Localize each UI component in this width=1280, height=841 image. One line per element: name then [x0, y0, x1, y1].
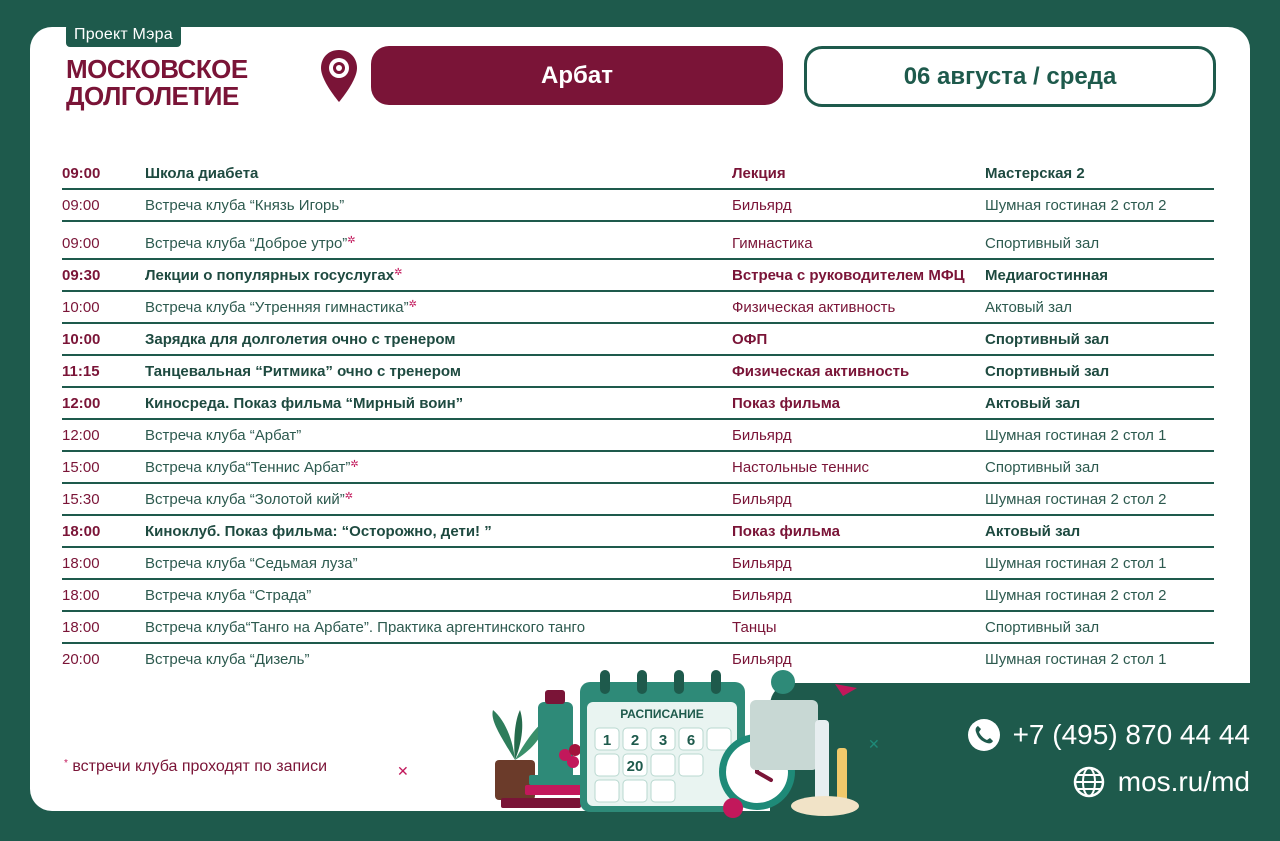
schedule-row: [62, 450, 1214, 484]
schedule-time: 18:00: [62, 619, 100, 636]
schedule-event-type: Настольные теннис: [732, 459, 870, 476]
schedule-room: Мастерская 2: [985, 165, 1085, 182]
event-name-text: Встреча клуба “Дизель”: [145, 651, 310, 668]
schedule-room: Шумная гостиная 2 стол 1: [985, 555, 1167, 572]
calendar-title: РАСПИСАНИЕ: [620, 707, 704, 721]
event-name-text: Киноклуб. Показ фильма: “Осторожно, дети! ”: [145, 523, 492, 540]
event-name-text: Встреча клуба“Теннис Арбат”: [145, 459, 351, 476]
schedule-time: 18:00: [62, 555, 100, 572]
schedule-room: Медиагостинная: [985, 267, 1109, 284]
schedule-room: Актовый зал: [985, 523, 1081, 540]
schedule-room: Актовый зал: [985, 299, 1073, 316]
schedule-row: [62, 546, 1214, 580]
schedule-time: 09:00: [62, 165, 101, 182]
event-name-text: Встреча клуба“Танго на Арбате”. Практика аргентинского танго: [145, 619, 586, 636]
schedule-event-type: Бильярд: [732, 651, 792, 668]
decor-cross-icon: ✕: [397, 763, 409, 779]
footnote: [64, 758, 327, 776]
schedule-time: 10:00: [62, 331, 101, 348]
schedule-event-name: [145, 427, 301, 444]
schedule-time: 12:00: [62, 427, 100, 444]
schedule-event-type: Танцы: [732, 619, 777, 636]
calendar-number: 20: [626, 758, 644, 775]
schedule-event-name: [145, 299, 417, 316]
date-title: 06 августа / среда: [804, 46, 1216, 107]
schedule-row: [62, 290, 1214, 324]
website-link[interactable]: mos.ru/md: [1117, 766, 1250, 797]
schedule-room: Актовый зал: [985, 395, 1081, 412]
schedule-room: Спортивный зал: [985, 331, 1110, 348]
schedule-event-name: [145, 331, 455, 348]
footnote-star: *: [64, 758, 68, 769]
event-name-text: Встреча клуба “Страда”: [145, 587, 312, 604]
logo-line-1: МОСКОВСКОЕ: [66, 54, 248, 84]
schedule-time: 12:00: [62, 395, 101, 412]
schedule-row: [62, 482, 1214, 516]
schedule-event-name: [145, 165, 258, 182]
registration-star-icon: ✲: [408, 299, 418, 310]
schedule-time: 09:00: [62, 235, 100, 252]
registration-star-icon: ✲: [394, 267, 403, 278]
schedule-time: 11:15: [62, 363, 100, 380]
schedule-room: Шумная гостиная 2 стол 2: [985, 587, 1167, 604]
schedule-event-name: [145, 235, 356, 252]
schedule-room: Спортивный зал: [985, 235, 1100, 252]
phone-contact[interactable]: [967, 718, 1250, 752]
decor-cross-icon: ✕: [868, 736, 880, 752]
registration-star-icon: ✲: [347, 235, 356, 246]
schedule-row: [62, 354, 1214, 388]
schedule-room: Шумная гостиная 2 стол 2: [985, 491, 1167, 508]
schedule-room: Шумная гостиная 2 стол 1: [985, 651, 1167, 668]
registration-star-icon: ✲: [344, 491, 354, 502]
schedule-row: [62, 578, 1214, 612]
schedule-event-name: [145, 395, 463, 412]
event-name-text: Встреча клуба “Золотой кий”: [145, 491, 345, 508]
event-name-text: Танцевальная “Ритмика” очно с тренером: [145, 363, 461, 380]
schedule-row: [62, 258, 1214, 292]
schedule-room: Спортивный зал: [985, 459, 1100, 476]
schedule-time: 15:30: [62, 491, 100, 508]
event-name-text: Встреча клуба “Князь Игорь”: [145, 197, 345, 214]
calendar-illustration: [465, 660, 865, 820]
schedule-time: 18:00: [62, 523, 101, 540]
event-name-text: Зарядка для долголетия очно с тренером: [145, 331, 456, 348]
schedule-row: [62, 610, 1214, 644]
schedule-event-name: [145, 459, 359, 476]
footnote-text: встречи клуба проходят по записи: [72, 758, 328, 775]
schedule-event-type: Встреча с руководителем МФЦ: [732, 267, 965, 284]
schedule-room: Спортивный зал: [985, 363, 1110, 380]
event-name-text: Лекции о популярных госуслугах: [145, 267, 395, 284]
schedule-event-type: Бильярд: [732, 427, 792, 444]
phone-icon: [967, 718, 1001, 752]
schedule-time: 15:00: [62, 459, 100, 476]
event-name-text: Встреча клуба “Доброе утро”: [145, 235, 348, 252]
schedule-event-type: Показ фильма: [732, 523, 840, 540]
schedule-time: 10:00: [62, 299, 100, 316]
schedule-room: Шумная гостиная 2 стол 2: [985, 197, 1167, 214]
schedule-event-type: Физическая активность: [732, 363, 910, 380]
calendar-number: 3: [658, 732, 668, 749]
event-name-text: Встреча клуба “Седьмая луза”: [145, 555, 358, 572]
location-title: Арбат: [371, 46, 783, 105]
globe-icon: [1072, 765, 1106, 799]
schedule-time: 09:30: [62, 267, 101, 284]
website-contact[interactable]: [1072, 765, 1250, 799]
location-pin-icon: [318, 48, 360, 104]
schedule-room: Шумная гостиная 2 стол 1: [985, 427, 1167, 444]
phone-number[interactable]: +7 (495) 870 44 44: [1012, 719, 1250, 750]
schedule-row: [62, 418, 1214, 452]
schedule-row: [62, 188, 1214, 222]
schedule-event-type: Бильярд: [732, 587, 792, 604]
calendar-number: 2: [630, 732, 640, 749]
schedule-room: Спортивный зал: [985, 619, 1100, 636]
schedule-event-name: [145, 523, 492, 540]
schedule-row: [62, 322, 1214, 356]
schedule-row: [62, 514, 1214, 548]
schedule-event-name: [145, 363, 461, 380]
schedule-event-name: [145, 555, 358, 572]
schedule-event-name: [145, 491, 353, 508]
schedule-event-type: ОФП: [732, 331, 768, 348]
event-name-text: Встреча клуба “Арбат”: [145, 427, 302, 444]
schedule-event-type: Физическая активность: [732, 299, 896, 316]
schedule-row: [62, 156, 1214, 190]
schedule-event-type: Бильярд: [732, 555, 792, 572]
schedule-event-name: [145, 651, 309, 668]
schedule-event-name: [145, 587, 311, 604]
schedule-event-name: [145, 619, 585, 636]
schedule-event-type: Бильярд: [732, 197, 792, 214]
calendar-number: 6: [686, 732, 696, 749]
schedule-event-type: Лекция: [732, 165, 786, 182]
event-name-text: Встреча клуба “Утренняя гимнастика”: [145, 299, 409, 316]
schedule-event-type: Гимнастика: [732, 235, 813, 252]
schedule-time: 09:00: [62, 197, 100, 214]
schedule-event-name: [145, 267, 402, 284]
logo: [66, 56, 248, 110]
schedule-row: [62, 386, 1214, 420]
schedule-row: [62, 220, 1214, 260]
event-name-text: Школа диабета: [145, 165, 259, 182]
schedule-event-type: Показ фильма: [732, 395, 840, 412]
schedule-time: 20:00: [62, 651, 100, 668]
registration-star-icon: ✲: [350, 459, 359, 470]
project-badge: Проект Мэра: [66, 24, 181, 47]
schedule-event-type: Бильярд: [732, 491, 792, 508]
schedule-time: 18:00: [62, 587, 100, 604]
schedule-event-name: [145, 197, 344, 214]
calendar-number: 1: [602, 732, 612, 749]
event-name-text: Киносреда. Показ фильма “Мирный воин”: [145, 395, 464, 412]
logo-line-2: ДОЛГОЛЕТИЕ: [66, 81, 239, 111]
